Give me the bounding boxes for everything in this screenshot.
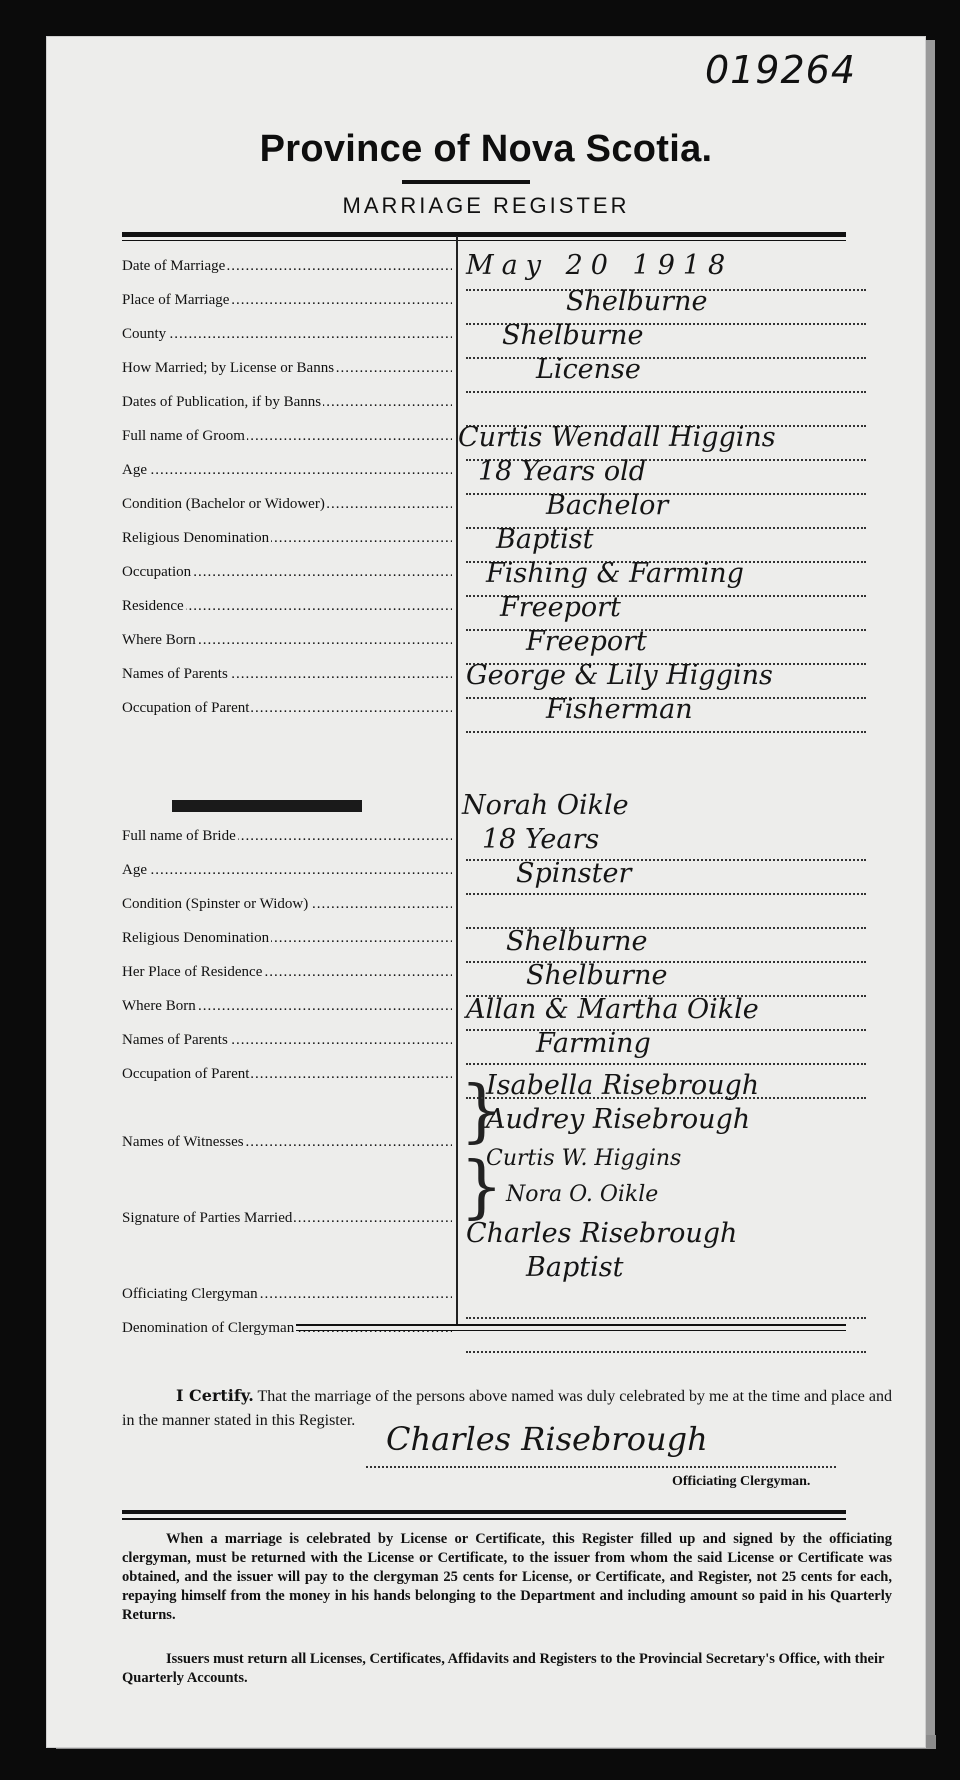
value-how-married: License xyxy=(536,354,641,385)
certify-text: That the marriage of the persons above named was duly celebrated by me at the time and place and in the manner stated in this Register. xyxy=(122,1388,892,1429)
officiating-caption: Officiating Clergyman. xyxy=(672,1474,811,1489)
label-bride-parent-occupation: Occupation of Parent ..... xyxy=(122,1066,452,1100)
label-groom-name: Full name of Groom ..... xyxy=(122,428,452,462)
signatures-brace: } xyxy=(460,1148,504,1227)
label-groom-occupation: Occupation ..... xyxy=(122,564,452,598)
label-groom-religion: Religious Denomination ..... xyxy=(122,530,452,564)
signature-line xyxy=(366,1466,836,1468)
label-witnesses: Names of Witnesses ..... xyxy=(122,1134,452,1168)
title-underline xyxy=(402,180,530,184)
value-groom-name: Curtis Wendall Higgins xyxy=(458,422,776,453)
label-how-married: How Married; by License or Banns ..... xyxy=(122,360,452,394)
value-signature-bride: Nora O. Oikle xyxy=(506,1182,659,1207)
notice-rule-thin xyxy=(122,1518,846,1520)
instructions-notice: When a marriage is celebrated by License or Certificate, this Register filled up and signed by the officiating clergyman, must be returned with the License or Certificate, to the issuer from whom the said License or Certificate was obtained, and the issuer will pay to the clergyman 25 cents for License, or Certificate, and Register, not 25 cents for each, repaying himself from the money in his hands belonging to the Department and including amount so paid in his Quarterly Returns. xyxy=(122,1531,892,1623)
value-groom-occupation: Fishing & Farming xyxy=(486,558,744,589)
label-groom-parents: Names of Parents ..... xyxy=(122,666,452,700)
answer-line xyxy=(466,892,866,895)
bride-section-bar xyxy=(172,800,362,812)
value-groom-condition: Bachelor xyxy=(546,490,669,521)
label-officiating-clergyman: Officiating Clergyman ..... xyxy=(122,1286,452,1320)
answer-line xyxy=(466,1028,866,1031)
value-bride-name: Norah Oikle xyxy=(462,790,629,821)
issuers-notice: Issuers must return all Licenses, Certificates, Affidavits and Registers to the Provincial Secretary's Office, with their Quarterly Accounts. xyxy=(122,1651,885,1686)
label-groom-age: Age ..... xyxy=(122,462,452,496)
value-officiating-clergyman: Charles Risebrough xyxy=(466,1218,738,1249)
witnesses-brace: } xyxy=(460,1072,504,1151)
value-signature-groom: Curtis W. Higgins xyxy=(486,1146,682,1171)
value-bride-parent-occupation: Farming xyxy=(536,1028,651,1059)
page-subtitle: MARRIAGE REGISTER xyxy=(342,193,630,218)
value-bride-birthplace: Shelburne xyxy=(526,960,668,991)
label-place-of-marriage: Place of Marriage ..... xyxy=(122,292,452,326)
label-groom-residence: Residence ..... xyxy=(122,598,452,632)
label-bride-name: Full name of Bride ..... xyxy=(122,828,452,862)
value-groom-parent-occupation: Fisherman xyxy=(546,694,693,725)
label-groom-condition: Condition (Bachelor or Widower) ..... xyxy=(122,496,452,530)
label-dates-of-publication: Dates of Publication, if by Banns ..... xyxy=(122,394,452,428)
value-bride-residence: Shelburne xyxy=(506,926,648,957)
value-date-of-marriage: May 20 1918 xyxy=(466,250,734,281)
label-bride-residence: Her Place of Residence ..... xyxy=(122,964,452,998)
label-groom-birthplace: Where Born ..... xyxy=(122,632,452,666)
certify-signature: Charles Risebrough xyxy=(386,1420,708,1458)
value-place-of-marriage: Shelburne xyxy=(566,286,708,317)
label-bride-condition: Condition (Spinster or Widow) ..... xyxy=(122,896,452,930)
label-county: County ..... xyxy=(122,326,452,360)
label-bride-parents: Names of Parents ..... xyxy=(122,1032,452,1066)
page-title: Province of Nova Scotia. xyxy=(259,128,713,170)
label-groom-parent-occupation: Occupation of Parent ..... xyxy=(122,700,452,734)
value-bride-parents: Allan & Martha Oikle xyxy=(466,994,759,1025)
register-page xyxy=(46,36,926,1748)
answer-line xyxy=(466,1062,866,1065)
value-witness-1: Isabella Risebrough xyxy=(486,1070,760,1101)
value-bride-age: 18 Years xyxy=(482,824,600,855)
answer-line xyxy=(466,730,866,733)
value-groom-age: 18 Years old xyxy=(478,456,647,487)
value-bride-condition: Spinster xyxy=(516,858,632,889)
value-groom-residence: Freeport xyxy=(500,592,621,623)
label-bride-religion: Religious Denomination ..... xyxy=(122,930,452,964)
value-county: Shelburne xyxy=(502,320,644,351)
label-date-of-marriage: Date of Marriage ..... xyxy=(122,258,452,292)
certify-lead: I Certify. xyxy=(176,1386,254,1405)
notice-rule xyxy=(122,1510,846,1514)
answer-line xyxy=(466,1316,866,1319)
value-groom-parents: George & Lily Higgins xyxy=(466,660,773,691)
column-divider xyxy=(456,236,458,1324)
value-groom-birthplace: Freeport xyxy=(526,626,647,657)
answer-line xyxy=(466,390,866,393)
label-clergyman-denomination: Denomination of Clergyman ..... xyxy=(122,1320,452,1354)
value-clergyman-denomination: Baptist xyxy=(526,1252,624,1283)
label-signature-parties: Signature of Parties Married ..... xyxy=(122,1210,452,1244)
document-number: 019264 xyxy=(704,48,856,92)
value-groom-religion: Baptist xyxy=(496,524,594,555)
header-rule xyxy=(122,232,846,237)
answer-line xyxy=(466,356,866,359)
answer-line xyxy=(466,1350,866,1353)
label-bride-age: Age ..... xyxy=(122,862,452,896)
label-bride-birthplace: Where Born ..... xyxy=(122,998,452,1032)
value-witness-2: Audrey Risebrough xyxy=(486,1104,751,1135)
header-rule-thin xyxy=(122,240,846,241)
